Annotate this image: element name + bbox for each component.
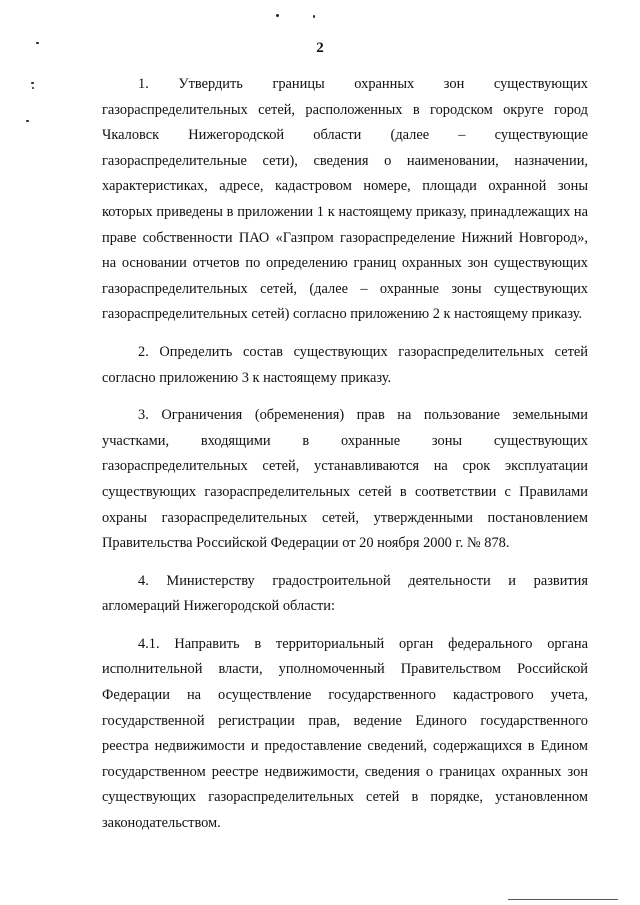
document-body (102, 72, 588, 849)
scan-speck (313, 15, 315, 18)
page-number: 2 (316, 40, 324, 56)
scan-speck (26, 120, 29, 122)
scan-speck (276, 14, 279, 17)
paragraph-2: 2. Определить состав существующих газораспределительных сетей согласно приложению 3 к настоящему приказу. (102, 343, 588, 386)
paragraph-3: 3. Ограничения (обременения) прав на пользование земельными участками, входящими в охранные зоны существующих газораспределительных сетей, устанавливаются на срок эксплуатации существующих газораспределительных сетей в соответствии с Правилами охраны газораспределительных сетей, утвержденными постановлением Правительства Российской Федерации от 20 ноября 2000 г. № 878. (102, 407, 588, 552)
paragraph-4-1: 4.1. Направить в территориальный орган федерального органа исполнительной власти, уполномоченный Правительством Российской Федерации на осуществление государственного кадастрового учета, государственной регистрации прав, ведение Единого государственного реестра недвижимости и предоставление сведений, содержащихся в Едином государственном реестре недвижимости, сведения о границах охранных зон существующих газораспределительных сетей в порядке, установленном законодательством. (102, 635, 588, 832)
paragraph-1: 1. Утвердить границы охранных зон существующих газораспределительных сетей, расположенных в городском округе город Чкаловск Нижегородской области (далее – существующие газораспределительные сети), сведения о наименовании, назначении, характеристиках, адресе, кадастровом номере, площади охранной зоны которых приведены в приложении 1 к настоящему приказу, принадлежащих на праве собственности ПАО «Газпром газораспределение Нижний Новгород», на основании отчетов по определению границ охранных зон существующих газораспределительных сетей, (далее – охранные зоны существующих газораспределительных сетей) согласно приложению 2 к настоящему приказу. (102, 76, 588, 323)
scan-speck (32, 87, 34, 89)
scan-line (508, 899, 618, 900)
scan-speck (31, 82, 34, 84)
paragraph-4: 4. Министерству градостроительной деятельности и развития агломераций Нижегородской области: (102, 572, 588, 615)
